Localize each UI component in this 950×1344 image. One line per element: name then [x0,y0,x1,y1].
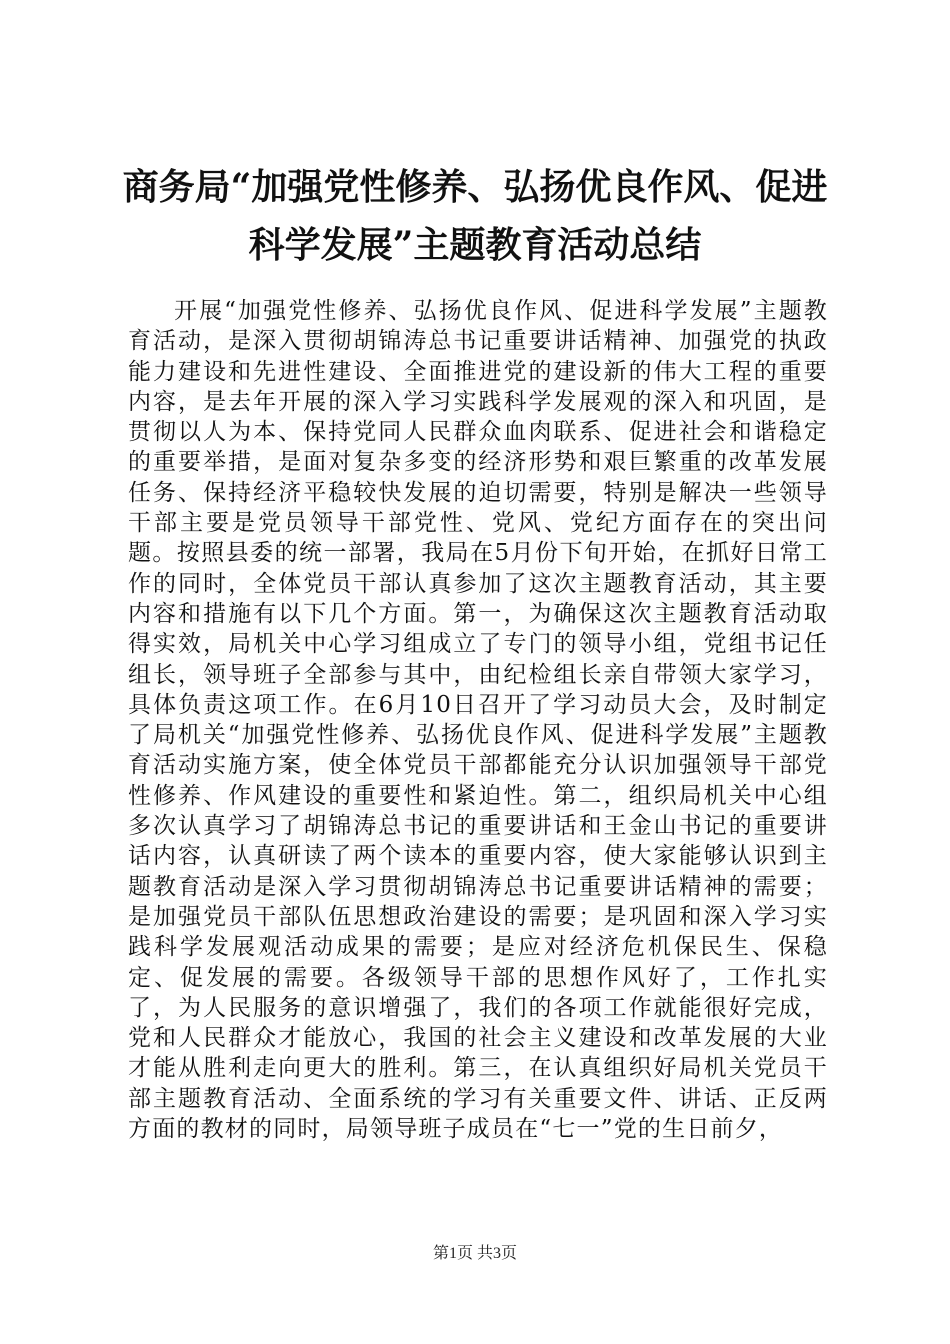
document-title: 商务局“加强党性修养、弘扬优良作风、促进科学发展”主题教育活动总结 [122,166,828,266]
document-body-paragraph: 开展“加强党性修养、弘扬优良作风、促进科学发展”主题教育活动，是深入贯彻胡锦涛总书记重要讲话精神、加强党的执政能力建设和先进性建设、全面推进党的建设新的伟大工程的重要内容，是去年开展的深入学习实践科学发展观的深入和巩固，是贯彻以人为本、保持党同人民群众血肉联系、促进社会和谐稳定的重要举措，是面对复杂多变的经济形势和艰巨繁重的改革发展任务、保持经济平稳较快发展的迫切需要，特别是解决一些领导干部主要是党员领导干部党性、党风、党纪方面存在的突出问题。按照县委的统一部署，我局在5月份下旬开始，在抓好日常工作的同时，全体党员干部认真参加了这次主题教育活动，其主要内容和措施有以下几个方面。第一，为确保这次主题教育活动取得实效，局机关中心学习组成立了专门的领导小组，党组书记任组长，领导班子全部参与其中，由纪检组长亲自带领大家学习，具体负责这项工作。在6月10日召开了学习动员大会，及时制定了局机关“加强党性修养、弘扬优良作风、促进科学发展”主题教育活动实施方案，使全体党员干部都能充分认识加强领导干部党性修养、作风建设的重要性和紧迫性。第二，组织局机关中心组多次认真学习了胡锦涛总书记的重要讲话和王金山书记的重要讲话内容，认真研读了两个读本的重要内容，使大家能够认识到主题教育活动是深入学习贯彻胡锦涛总书记重要讲话精神的需要；是加强党员干部队伍思想政治建设的需要；是巩固和深入学习实践科学发展观活动成果的需要；是应对经济危机保民生、保稳定、促发展的需要。各级领导干部的思想作风好了，工作扎实了，为人民服务的意识增强了，我们的各项工作就能很好完成，党和人民群众才能放心，我国的社会主义建设和改革发展的大业才能从胜利走向更大的胜利。第三，在认真组织好局机关党员干部主题教育活动、全面系统的学习有关重要文件、讲话、正反两方面的教材的同时，局领导班子成员在“七一”党的生日前夕， [128,298,828,1143]
page-number-footer: 第1页 共3页 [432,1245,517,1262]
